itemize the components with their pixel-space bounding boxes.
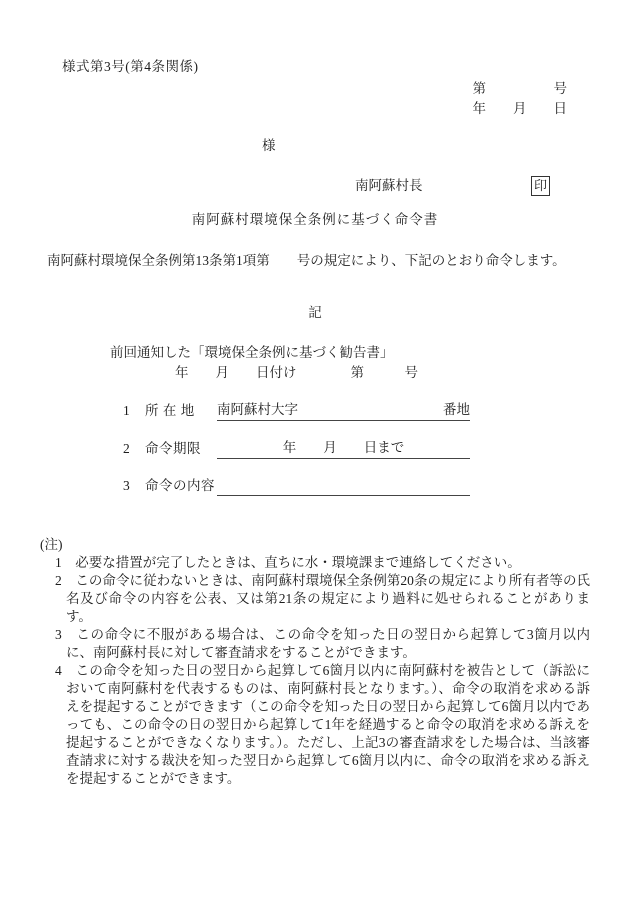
deadline-fill-line [217,438,470,459]
document-date-line: 年 月 日 [472,101,567,116]
note-item-4: 4 この命令を知った日の翌日から起算して6箇月以内に南阿蘇村を被告として（訴訟において南阿蘇村を代表するものは、南阿蘇村長となります。）、命令の取消を求める訴えを提起することができます（この命令を知った日の翌日から起算して6箇月以内であっても、この命令の日の翌日から起算して1年を経過すると命令の取消を求める訴えを提起することができなくなります。）。ただし、上記3の審査請求をした場合は、当該審査請求に対する裁決を知った翌日から起算して6箇月以内に、命令の取消を求める訴えを提起することができます。 [55,663,590,786]
issuer-name: 南阿蘇村長 [355,178,423,193]
notes-header: (注) [40,537,63,552]
note-item-3: 3 この命令に不服がある場合は、この命令を知った日の翌日から起算して3箇月以内に、南阿蘇村長に対して審査請求をすることができます。 [55,627,590,660]
note-item-2: 2 この命令に従わないときは、南阿蘇村環境保全条例第20条の規定により所有者等の氏名及び命令の内容を公表、又は第21条の規定により過料に処せられることがあります。 [55,573,590,624]
document-title: 南阿蘇村環境保全条例に基づく命令書 [191,212,439,227]
deadline-date-text: 年 月 日まで [282,440,405,455]
item-deadline-row [123,438,590,459]
ki-marker: 記 [308,305,322,320]
location-suffix-text: 番地 [443,402,470,417]
location-fill-line [217,400,470,421]
reference-date-number-line: 年 月 日付け 第 号 [175,365,418,380]
reference-notice-line: 前回通知した「環境保全条例に基づく勧告書」 [110,345,394,360]
notes-section [40,536,590,788]
item-number: 2 [123,441,130,456]
document-number-line: 第 号 [472,81,567,96]
item-label-deadline: 命令期限 [145,441,201,456]
item-label-order-content: 命令の内容 [145,478,215,493]
issuer-row [40,175,590,197]
item-label-location: 所 在 地 [145,403,195,418]
seal-placeholder: 印 [531,176,550,196]
intro-sentence: 南阿蘇村環境保全条例第13条第1項第 号の規定により、下記のとおり命令します。 [47,253,566,268]
item-location-row [123,400,590,421]
addressee-line: 様 [262,138,276,153]
form-number-label: 様式第3号(第4条関係) [62,59,199,74]
note-item-1: 1 必要な措置が完了したときは、直ちに水・環境課まで連絡してください。 [55,555,521,570]
document-meta [40,79,567,119]
item-number: 3 [123,478,130,493]
item-order-content-row [123,476,590,496]
item-number: 1 [123,403,130,418]
location-prefix-text: 南阿蘇村大字 [217,402,298,417]
order-content-fill-line [217,476,470,496]
